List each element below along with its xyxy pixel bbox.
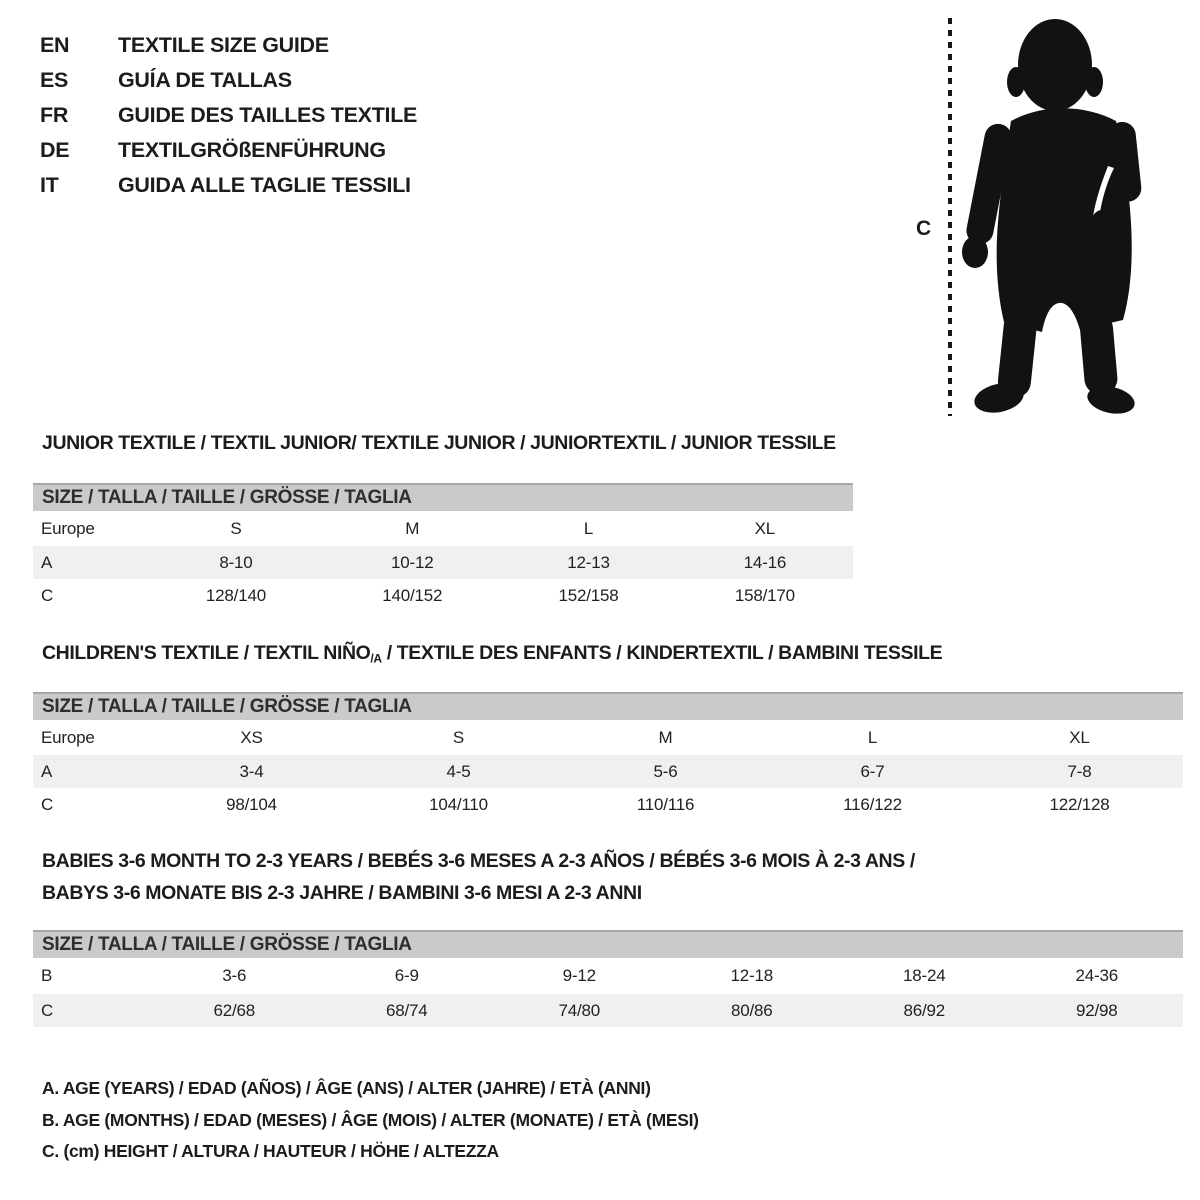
value-cell: 140/152 — [382, 585, 443, 605]
size-bar-label: SIZE / TALLA / TAILLE / GRÖSSE / TAGLIA — [33, 483, 853, 511]
children-heading-post: / TEXTILE DES ENFANTS / KINDERTEXTIL / BAMBINI TESSILE — [381, 642, 943, 664]
value-cell: 6-9 — [394, 966, 419, 985]
size-header-cell: XL — [1069, 727, 1090, 747]
value-cell: 18-24 — [903, 966, 946, 985]
value-cell: 9-12 — [562, 966, 596, 985]
value-cell: 5-6 — [653, 761, 678, 781]
value-cell: 104/110 — [429, 794, 488, 814]
table-row — [33, 994, 1183, 1027]
value-cell: 158/170 — [734, 585, 795, 605]
table-row — [33, 958, 1183, 994]
size-header-cell: XS — [240, 727, 263, 747]
language-title: GUIDE DES TAILLES TEXTILE — [118, 103, 418, 127]
row-label-cell: B — [41, 966, 53, 985]
value-cell: 74/80 — [558, 1000, 601, 1020]
language-title: GUIDA ALLE TAGLIE TESSILI — [118, 173, 411, 197]
language-title: TEXTILGRÖßENFÜHRUNG — [118, 138, 386, 162]
language-title: TEXTILE SIZE GUIDE — [118, 33, 329, 57]
value-cell: 92/98 — [1075, 1000, 1118, 1020]
language-code: EN — [40, 33, 70, 57]
measure-c-label: C — [916, 217, 932, 240]
size-bar-label: SIZE / TALLA / TAILLE / GRÖSSE / TAGLIA — [33, 692, 1183, 720]
value-cell: 86/92 — [903, 1000, 946, 1020]
footnote-b: B. AGE (MONTHS) / EDAD (MESES) / ÂGE (MOIS) / ALTER (MONATE) / ETÀ (MESI) — [42, 1109, 699, 1130]
table-row — [33, 579, 853, 612]
value-cell: 3-4 — [239, 761, 264, 781]
size-bar-label: SIZE / TALLA / TAILLE / GRÖSSE / TAGLIA — [33, 930, 1183, 958]
value-cell: 110/116 — [636, 794, 695, 814]
children-size-table — [33, 692, 1183, 821]
height-measure-dashed-line — [948, 18, 952, 416]
value-cell: 62/68 — [213, 1000, 256, 1020]
table-header-row — [33, 720, 1183, 755]
row-label-cell: A — [41, 552, 53, 572]
value-cell: 12-13 — [567, 552, 610, 572]
language-row-de — [40, 133, 417, 168]
size-header-cell: XL — [754, 518, 776, 538]
footnote-a: A. AGE (YEARS) / EDAD (AÑOS) / ÂGE (ANS) / ALTER (JAHRE) / ETÀ (ANNI) — [42, 1078, 651, 1098]
language-title-list — [40, 28, 417, 203]
value-cell: 122/128 — [1049, 794, 1110, 814]
value-cell: 24-36 — [1075, 966, 1118, 985]
region-header-cell: Europe — [41, 727, 95, 747]
language-row-en — [40, 28, 417, 63]
language-title: GUÍA DE TALLAS — [118, 68, 292, 92]
value-cell: 152/158 — [558, 585, 619, 605]
children-section-heading — [42, 642, 942, 665]
size-header-cell: L — [583, 518, 594, 538]
size-header-cell: M — [405, 518, 420, 538]
footnote-c: C. (cm) HEIGHT / ALTURA / HAUTEUR / HÖHE / ALTEZZA — [42, 1141, 499, 1161]
row-label-cell: C — [41, 585, 54, 605]
value-cell: 8-10 — [219, 552, 253, 572]
language-code: ES — [40, 68, 69, 92]
junior-section-heading: JUNIOR TEXTILE / TEXTIL JUNIOR/ TEXTILE JUNIOR / JUNIORTEXTIL / JUNIOR TESSILE — [42, 432, 836, 454]
children-heading-pre: CHILDREN'S TEXTILE / TEXTIL NIÑO — [42, 642, 371, 664]
table-header-row — [33, 511, 853, 546]
value-cell: 68/74 — [385, 1000, 428, 1020]
value-cell: 10-12 — [391, 552, 434, 572]
row-label-cell: A — [41, 761, 53, 781]
babies-heading-line1: BABIES 3-6 MONTH TO 2-3 YEARS / BEBÉS 3-6 MESES A 2-3 AÑOS / BÉBÉS 3-6 MOIS À 2-3 ANS / — [42, 850, 915, 872]
value-cell: 80/86 — [730, 1000, 773, 1020]
language-row-it — [40, 168, 417, 203]
language-row-es — [40, 63, 417, 98]
size-header-cell: S — [452, 727, 465, 747]
babies-section-heading — [42, 845, 1002, 909]
babies-size-table — [33, 930, 1183, 1027]
table-row — [33, 788, 1183, 821]
size-header-cell: L — [867, 727, 878, 747]
value-cell: 7-8 — [1067, 761, 1092, 781]
language-code: FR — [40, 103, 69, 127]
junior-size-table — [33, 483, 853, 612]
language-code: IT — [40, 173, 59, 197]
footnotes — [42, 1073, 699, 1168]
value-cell: 128/140 — [205, 585, 266, 605]
value-cell: 6-7 — [860, 761, 885, 781]
baby-silhouette-icon — [958, 18, 1142, 418]
value-cell: 4-5 — [446, 761, 471, 781]
table-row — [33, 755, 1183, 788]
value-cell: 14-16 — [743, 552, 787, 572]
row-label-cell: C — [41, 794, 54, 814]
size-header-cell: S — [230, 518, 242, 538]
table-row — [33, 546, 853, 579]
value-cell: 3-6 — [222, 966, 247, 985]
children-heading-sub: /A — [370, 651, 382, 666]
language-row-fr — [40, 98, 417, 133]
value-cell: 12-18 — [730, 966, 773, 985]
language-code: DE — [40, 138, 70, 162]
size-header-cell: M — [658, 727, 673, 747]
region-header-cell: Europe — [41, 518, 95, 538]
babies-heading-line2: BABYS 3-6 MONATE BIS 2-3 JAHRE / BAMBINI 3-6 MESI A 2-3 ANNI — [42, 882, 642, 904]
value-cell: 116/122 — [843, 794, 902, 814]
value-cell: 98/104 — [226, 794, 277, 814]
row-label-cell: C — [41, 1000, 54, 1020]
